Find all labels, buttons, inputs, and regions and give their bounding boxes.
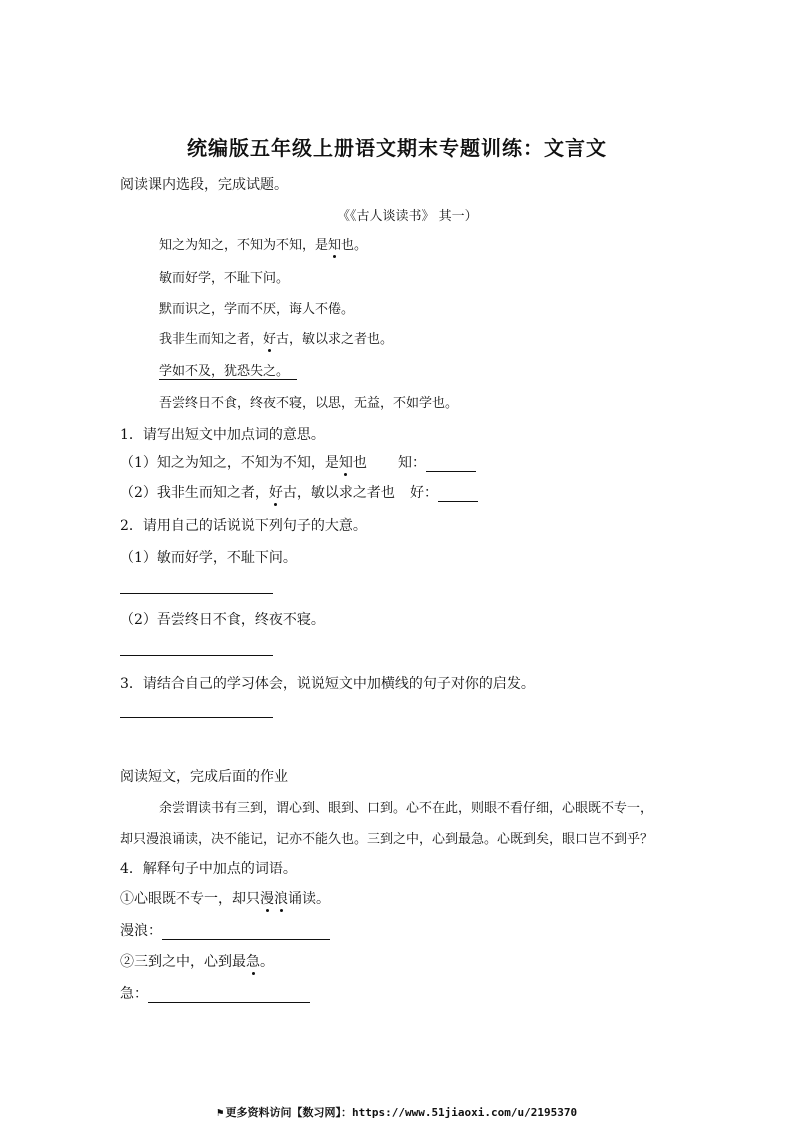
footer [0, 1104, 794, 1120]
passage-line-2: 敏而好学，不耻下问。 [159, 271, 290, 286]
passage2-line-2: 却只漫浪诵读，决不能记，记亦不能久也。三到之中，心到最急。心既到矣，眼口岂不到乎？ [120, 832, 654, 847]
answer-1-a [398, 452, 476, 472]
text: 也。 [341, 238, 368, 253]
dotted-word: 好 [268, 485, 283, 501]
flag-icon: ⚑ [216, 1106, 224, 1119]
passage-line-1 [159, 234, 367, 253]
text: （2）我非生而知之者， [120, 485, 269, 501]
dotted-word: 急 [246, 954, 260, 970]
answer-line[interactable] [120, 593, 273, 594]
section1-intro: 阅读课内选段，完成试题。 [120, 177, 288, 193]
answer-line[interactable] [120, 717, 273, 718]
answer-1-b [410, 482, 478, 502]
question-1: 1．请写出短文中加点词的意思。 [120, 427, 325, 443]
section2-intro: 阅读短文，完成后面的作业 [120, 769, 288, 785]
answer-blank[interactable] [148, 988, 310, 1003]
passage2-line-1: 余尝谓读书有三到，谓心到、眼到、口到。心不在此，则眼不看仔细，心眼既不专一， [159, 801, 654, 816]
answer-4-2 [120, 983, 310, 1003]
passage-line-5-underlined [159, 360, 297, 380]
dotted-word: 浪 [274, 891, 288, 907]
answer-label: 急： [120, 986, 148, 1002]
footer-link[interactable]: 更多资料访问【数习网】：https://www.51jiaoxi.com/u/2195370 [225, 1106, 578, 1119]
question-4-sub-1 [120, 888, 330, 908]
question-2: 2．请用自己的话说说下列句子的大意。 [120, 518, 367, 534]
passage-title: 《《古人谈读书》 其一） [337, 209, 478, 224]
question-2-sub-2: （2）吾尝终日不食，终夜不寝。 [120, 612, 325, 628]
text: ②三到之中，心到最 [120, 954, 246, 970]
question-1-b [120, 482, 395, 502]
text: 也 [352, 455, 367, 471]
answer-4-1 [120, 920, 330, 940]
text: ①心眼既不专一，却只 [120, 891, 260, 907]
passage-line-6: 吾尝终日不食，终夜不寝，以思，无益，不如学也。 [159, 396, 459, 411]
answer-label: 好： [410, 485, 438, 501]
passage-line-4 [159, 328, 393, 347]
question-3: 3．请结合自己的学习体会，说说短文中加横线的句子对你的启发。 [120, 676, 535, 692]
text: 古，敏以求之者也 [282, 485, 395, 501]
text: （1）知之为知之，不知为不知，是 [120, 455, 339, 471]
answer-label: 漫浪： [120, 923, 162, 939]
dotted-word: 好 [263, 332, 277, 347]
question-4-sub-2 [120, 951, 274, 971]
question-2-sub-1: （1）敏而好学，不耻下问。 [120, 550, 297, 566]
dotted-word: 知 [338, 455, 353, 471]
text: 我非生而知之者， [159, 332, 264, 347]
text: 知之为知之，不知为不知，是 [159, 238, 329, 253]
answer-blank[interactable] [426, 457, 476, 472]
dotted-word: 漫 [260, 891, 274, 907]
passage-line-3: 默而识之，学而不厌，诲人不倦。 [159, 302, 355, 317]
question-4: 4．解释句子中加点的词语。 [120, 861, 297, 877]
answer-blank[interactable] [438, 487, 478, 502]
page-title: 统编版五年级上册语文期末专题训练：文言文 [187, 136, 607, 160]
answer-blank[interactable] [162, 925, 330, 940]
question-1-a [120, 452, 367, 472]
underlined-sentence: 学如不及，犹恐失之。 [159, 360, 297, 380]
text: 。 [260, 954, 274, 970]
text: 诵读。 [288, 891, 330, 907]
answer-label: 知： [398, 455, 426, 471]
text: 古，敏以求之者也。 [276, 332, 394, 347]
answer-line[interactable] [120, 655, 273, 656]
dotted-word: 知 [328, 238, 342, 253]
